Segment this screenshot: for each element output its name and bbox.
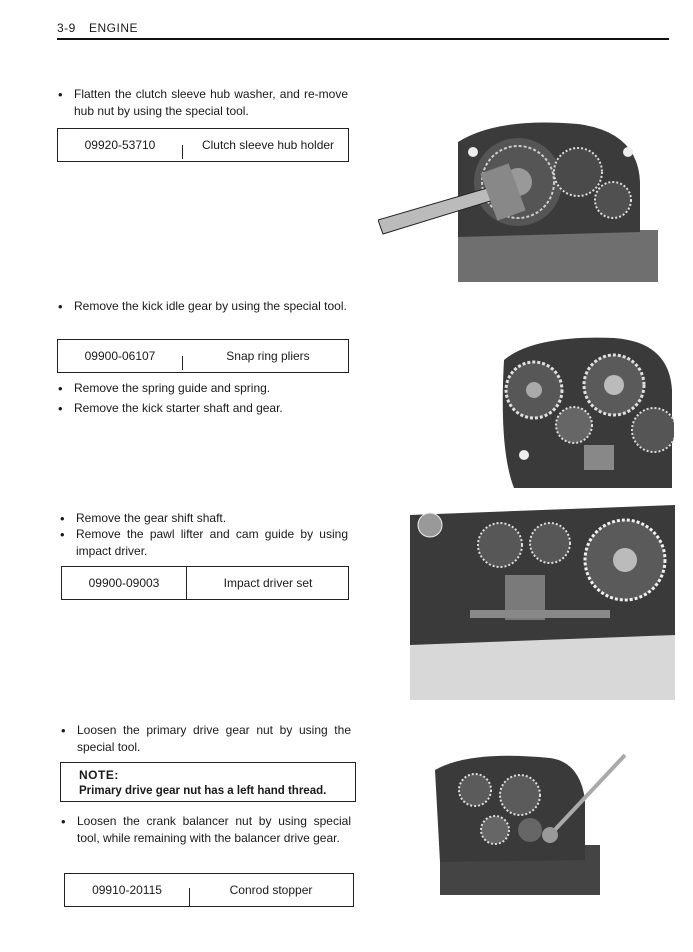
tool-number: 09900-06107	[84, 349, 156, 363]
step-remove-kick-starter: • Remove the kick starter shaft and gear.	[74, 400, 348, 417]
step-loosen-primary-drive-gear: • Loosen the primary drive gear nut by using the special tool.	[77, 722, 351, 756]
primary-drive-gear-photo-icon	[420, 750, 630, 895]
tool-number: 09910-20115	[92, 883, 162, 897]
note-body: Primary drive gear nut has a left hand thread.	[79, 785, 327, 797]
page-header	[57, 20, 669, 40]
step-remove-gear-shift-shaft: • Remove the gear shift shaft.	[76, 510, 348, 527]
step-remove-kick-idle-gear: • Remove the kick idle gear by using the special tool.	[74, 298, 348, 315]
tool-box-2	[57, 339, 349, 373]
tool-box-1	[57, 128, 349, 162]
step-remove-spring-guide: • Remove the spring guide and spring.	[74, 380, 348, 397]
kick-idle-gear-photo-icon	[494, 330, 674, 488]
tool-number: 09900-09003	[88, 576, 160, 590]
tool-box-3	[61, 566, 349, 600]
tool-name: Clutch sleeve hub holder	[201, 138, 335, 152]
tool-divider	[182, 145, 183, 159]
tool-name: Impact driver set	[223, 576, 313, 590]
step-flatten-washer: • Flatten the clutch sleeve hub washer, and re-move hub nut by using the special tool.	[74, 86, 348, 120]
tool-box-4	[64, 873, 354, 907]
clutch-hub-photo-icon	[378, 112, 670, 282]
tool-name: Conrod stopper	[229, 883, 313, 897]
note-box	[60, 762, 356, 802]
step-loosen-crank-balancer: • Loosen the crank balancer nut by using special tool, while remaining with the balancer drive gear.	[77, 813, 351, 847]
page-number: 3-9	[57, 21, 76, 35]
tool-divider	[182, 356, 183, 370]
section-title: ENGINE	[89, 21, 139, 35]
tool-number: 09920-53710	[84, 138, 156, 152]
tool-name: Snap ring pliers	[226, 349, 310, 363]
note-title: NOTE:	[79, 768, 119, 782]
gear-shift-photo-icon	[410, 505, 675, 700]
step-remove-pawl-lifter: • Remove the pawl lifter and cam guide by using impact driver.	[76, 526, 348, 560]
tool-divider	[189, 888, 190, 906]
tool-divider	[186, 567, 187, 599]
